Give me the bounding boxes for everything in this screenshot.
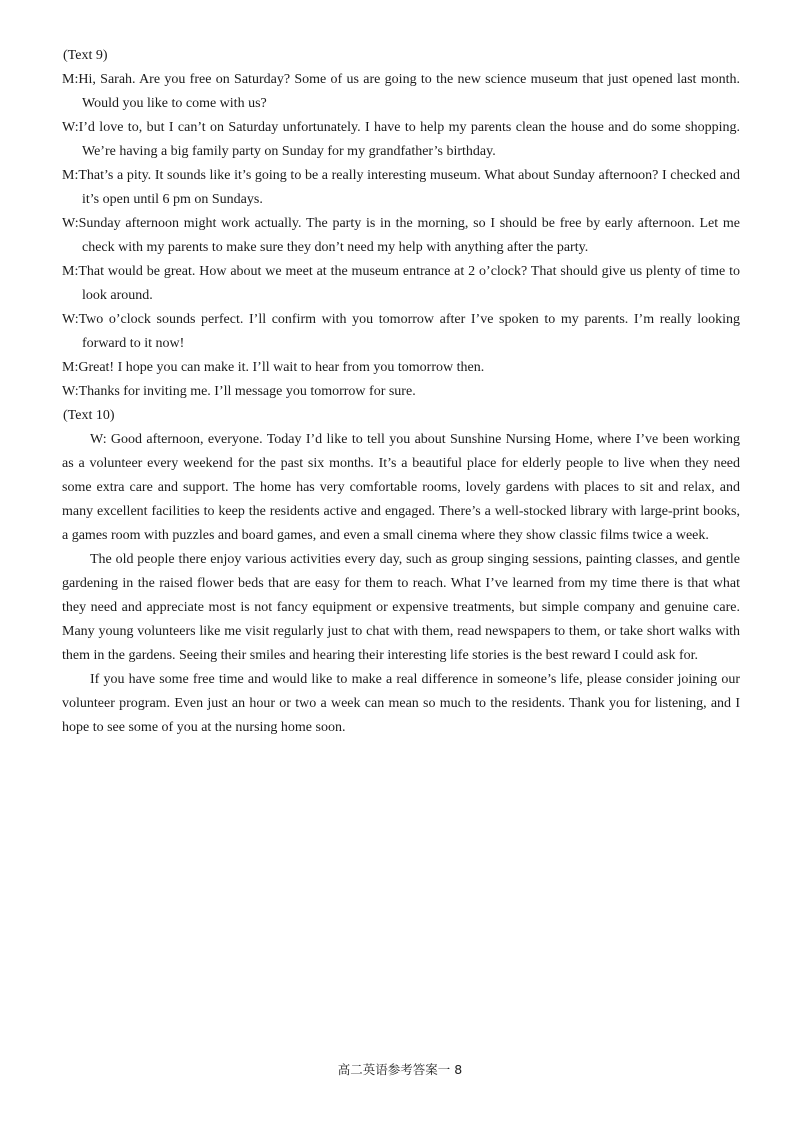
speaker-label: W: [62,120,79,135]
dialogue-text: Two o’clock sounds perfect. I’ll confirm with you tomorrow after I’ve spoken to my parents. I’m really looking forward to it now! [78,312,740,351]
speaker-label: M: [62,72,79,87]
text9-heading: (Text 9) [63,48,108,63]
page-content [62,44,740,740]
monologue-paragraph: If you have some free time and would like to make a real difference in someone’s life, please consider joining our volunteer program. Even just an hour or two a week can mean so much to the residents. Thank you for listening, and I hope to see some of you at the nursing home soon. [62,672,740,735]
dialogue-turn [62,308,740,356]
dialogue-turn [62,380,740,404]
monologue-paragraph: The old people there enjoy various activities every day, such as group singing sessions, painting classes, and gentle gardening in the raised flower beds that are easy for them to reach. What I’ve learned from my time there is that what they need and appreciate most is not fancy equipment or expensive treatments, but simple company and genuine care. Many young volunteers like me visit regularly just to chat with them, read newspapers to them, or take short walks with them in the gardens. Seeing their smiles and hearing their interesting life stories is the best reward I could ask for. [62,552,740,663]
dialogue-turn [62,212,740,260]
dialogue-text: Thanks for inviting me. I’ll message you tomorrow for sure. [78,384,416,399]
dialogue-turn [62,356,740,380]
text9-dialogue [62,68,740,404]
speaker-label: M: [62,168,79,183]
text10-monologue [62,428,740,740]
dialogue-turn [62,260,740,308]
speaker-label: W: [62,312,79,327]
dialogue-text: Hi, Sarah. Are you free on Saturday? Some of us are going to the new science museum that just opened last month. Would you like to come with us? [78,72,740,111]
dialogue-turn [62,164,740,212]
speaker-label: M: [62,360,79,375]
dialogue-turn [62,68,740,116]
text10-heading: (Text 10) [63,408,115,423]
monologue-paragraph: W: Good afternoon, everyone. Today I’d like to tell you about Sunshine Nursing Home, where I’ve been working as a volunteer every weekend for the past six months. It’s a beautiful place for elderly people to live when they need some extra care and support. The home has very comfortable rooms, lovely gardens with places to sit and relax, and many excellent facilities to keep the residents active and engaged. There’s a well-stocked library with large-print books, a games room with puzzles and board games, and even a small cinema where they show classic films twice a week. [62,432,740,543]
speaker-label: M: [62,264,79,279]
dialogue-text: That would be great. How about we meet at the museum entrance at 2 o’clock? That should give us plenty of time to look around. [78,264,740,303]
dialogue-text: Great! I hope you can make it. I’ll wait to hear from you tomorrow then. [78,360,485,375]
dialogue-turn [62,116,740,164]
dialogue-text: Sunday afternoon might work actually. The party is in the morning, so I should be free by early afternoon. Let me check with my parents to make sure they don’t need my help with anything after the party. [78,216,740,255]
speaker-label: W: [62,216,79,231]
dialogue-text: I’d love to, but I can’t on Saturday unfortunately. I have to help my parents clean the house and do some shopping. We’re having a big family party on Sunday for my grandfather’s birthday. [78,120,740,159]
speaker-label: W: [62,384,79,399]
dialogue-text: That’s a pity. It sounds like it’s going to be a really interesting museum. What about Sunday afternoon? I checked and it’s open until 6 pm on Sundays. [78,168,740,207]
page-footer: 高二英语参考答案一 8 [337,1062,463,1077]
